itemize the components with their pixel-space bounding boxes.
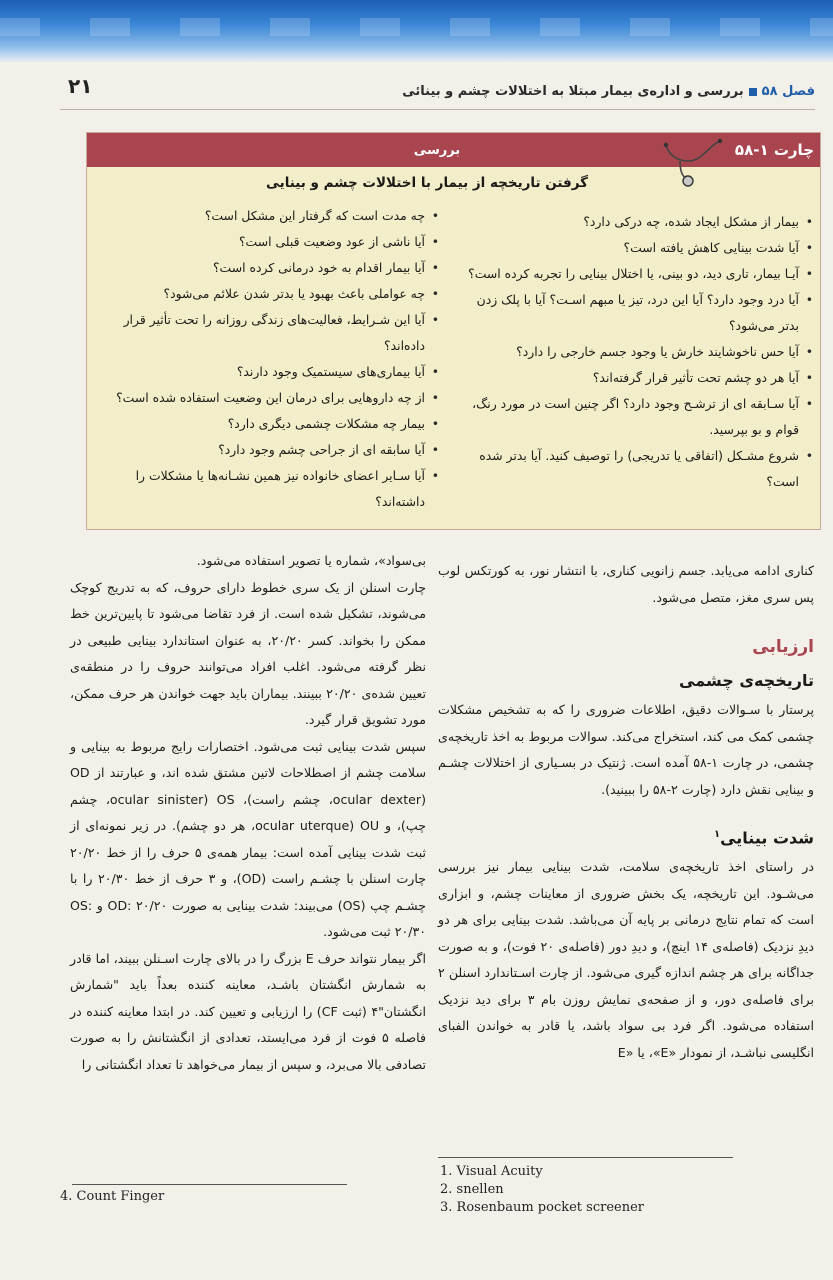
list-item: • چه عواملی باعث بهبود یا بدتر شدن علائم می‌شود؟ [97, 281, 439, 307]
list-item: • آیا سابقه ای از جراحی چشم وجود دارد؟ [97, 437, 439, 463]
list-item: • بیمار از مشکل ایجاد شده، چه درکی دارد؟ [465, 209, 813, 235]
subheading-visual-acuity: شدت بینایی$^۱$ [713, 828, 814, 848]
list-item: • آیا سـابقه ای از ترشـح وجود دارد؟ اگر چنین است در مورد رنگ، قوام و بو بپرسید. [465, 391, 813, 443]
paragraph: سپس شدت بینایی ثبت می‌شود. اختصارات رایج مربوط به بینایی و سلامت چشم از اصطلاحات لاتین مشتق شده اند، و عبارتند از OD (ocular dexter، چشم راست)، OS (ocular sinister، چشم چپ)، و OU (ocular uterque، هر دو چشم). در زیر نمونه‌ای از ثبت شدت بینایی آمده است: بیمار همه‌ی ۵ حرف را از خط ۲۰/۲۰ چارت اسنلن با چشـم راست (OD)، و ۳ حرف از خط ۲۰/۳۰ را با چشـم چپ (OS) می‌بیند: شدت بینایی به صورت OD: ۲۰/۲۰ و OS: ۲۰/۳۰ ثبت می‌شود. [70, 738, 427, 939]
chapter-title: بررسی و اداره‌ی بیمار مبتلا به اختلالات چشم و بینائی [402, 84, 744, 99]
list-item: • آیا سـایر اعضای خانواده نیز همین نشـانه‌ها یا مشکلات را داشته‌اند؟ [97, 463, 439, 515]
intro-paragraph: کناری ادامه می‌یابد. جسم زانویی کناری، با انتشار نور، به کورتکس لوب پس سری مغز، متصل می‌شود. [438, 563, 814, 605]
top-decorative-band [0, 0, 833, 62]
list-item: • چه مدت است که گرفتار این مشکل است؟ [97, 203, 439, 229]
visual-acuity-paragraph: در راستای اخذ تاریخچه‌ی سلامت، شدت بینایی بیمار نیز بررسی می‌شـود. این تاریخچه، یک بخش ضروری از معاینات چشم، و ابزاری است که تمام نتایج درمانی بر پایه آن می‌باشد. شدت بینایی برای هر دو دیدِ نزدیک (فاصله‌ی ۱۴ اینچ)، و دیدِ دور (فاصله‌ی ۲۰ فوت)، و به صورت جداگانه برای هر چشم اندازه گیری می‌شود. از چارت اسـتاندارد اسنلن ۲ برای فاصله‌ی دور، و از صفحه‌ی نمایش روزن بام ۳ برای دید نزدیک استفاده می‌شود. اگر فرد بی سواد باشد، یا قادر به خواندن الفبای انگلیسی نباشـد، از نمودار «E»، یا «E [438, 859, 814, 1060]
paragraph: اگر بیمار نتواند حرف E بزرگ را در بالای چارت اسـنلن ببیند، اما قادر به شمارش انگشتان باشـد، معاینه کننده بعداً باید "شمارش انگشتان"۴ (ثبت CF) را ارزیابی و تعیین کند. در ابتدا معاینه کننده در فاصله ۵ فوت از فرد می‌ایستد، تعدادی از انگشتانش را به صورت تصادفی بالا می‌برد، و سپس از بیمار می‌خواهد تا تعداد انگشتانی را [70, 950, 427, 1072]
footnote-item: 3. Rosenbaum pocket screener [440, 1200, 644, 1215]
chart-category: بررسی [413, 143, 461, 158]
footnote-left: 4. Count Finger [60, 1189, 165, 1204]
list-item: • آیا حس ناخوشایند خارش یا وجود جسم خارجی را دارد؟ [465, 339, 813, 365]
list-item: • آیا بیمار اقدام به خود درمانی کرده است؟ [97, 255, 439, 281]
chart-subtitle: گرفتن تاریخچه از بیمار با اختلالات چشم و بینایی [265, 175, 589, 191]
list-item: • آیا بیماری‌های سیستمیک وجود دارند؟ [97, 359, 439, 385]
running-title [402, 84, 815, 99]
chart-box [86, 132, 821, 530]
right-text-column [438, 558, 814, 1066]
footnote-divider [438, 1157, 733, 1158]
list-item: • آیا شدت بینایی کاهش یافته است؟ [465, 235, 813, 261]
footnote-divider [72, 1184, 347, 1185]
subheading-eye-history: تاریخچه‌ی چشمی [679, 671, 814, 690]
section-heading-assessment: ارزیابی [752, 637, 814, 657]
list-item: • شروع مشـکل (اتفاقی یا تدریجی) را توصیف کنید. آیا بدتر شده است؟ [465, 443, 813, 495]
chart-label: چارت ۱-۵۸ [734, 141, 814, 159]
chapter-number: فصل ۵۸ [761, 84, 815, 99]
right-question-list [465, 209, 813, 495]
page-number: ۲۱ [68, 74, 93, 98]
eye-history-paragraph: پرستار با سـوالات دقیق، اطلاعات ضروری را که به تشخیص مشکلات چشمی کمک می کند، استخراج می‌کند. سوالات مربوط به اخذ تاریخچه‌ی چشمی، در چارت ۱-۵۸ آمده است. ژنتیک در بسـیاری از اختلالات چشـم و بینایی نقش دارد (چارت ۲-۵۸ را ببینید). [438, 702, 814, 797]
footnotes-right [440, 1163, 800, 1217]
list-item: • بیمار چه مشکلات چشمی دیگری دارد؟ [97, 411, 439, 437]
square-bullet-icon [749, 88, 757, 96]
list-item: • آیا این شـرایط، فعالیت‌های زندگی روزانه را تحت تأثیر قرار داده‌اند؟ [97, 307, 439, 359]
list-item: • آیا هر دو چشم تحت تأثیر قرار گرفته‌اند؟ [465, 365, 813, 391]
list-item: • از چه داروهایی برای درمان این وضعیت استفاده شده است؟ [97, 385, 439, 411]
left-text-column [70, 548, 426, 1078]
footnote-item: 2. snellen [440, 1182, 504, 1197]
paragraph: بی‌سواد»، شماره یا تصویر استفاده می‌شود. [196, 553, 426, 568]
paragraph: چارت اسنلن از یک سری خطوط دارای حروف، که به تدریج کوچک می‌شوند، تشکیل شده است. از فرد تقاضا می‌شود تا پایین‌ترین خط ممکن را بخواند. کسر ۲۰/۲۰، به عنوان استاندارد بینایی طبیعی در نظر گرفته می‌شود. اغلب افراد می‌توانند حروف را در منطقه‌ی تعیین شده‌ی ۲۰/۲۰ ببینند. بیماران باید جهت خواندن هر حرف ممکن، مورد تشویق قرار گیرد. [70, 579, 427, 727]
list-item: • آیا ناشی از عود وضعیت قبلی است؟ [97, 229, 439, 255]
left-question-list [97, 203, 439, 515]
list-item: • آیـا بیمار، تاری دید، دو بینی، یا اختلال بینایی را تجربه کرده است؟ [465, 261, 813, 287]
list-item: • آیا درد وجود دارد؟ آیا این درد، تیز یا مبهم اسـت؟ آیا با پلک زدن بدتر می‌شود؟ [465, 287, 813, 339]
page-header [60, 74, 815, 110]
footnote-item: 1. Visual Acuity [440, 1164, 543, 1179]
